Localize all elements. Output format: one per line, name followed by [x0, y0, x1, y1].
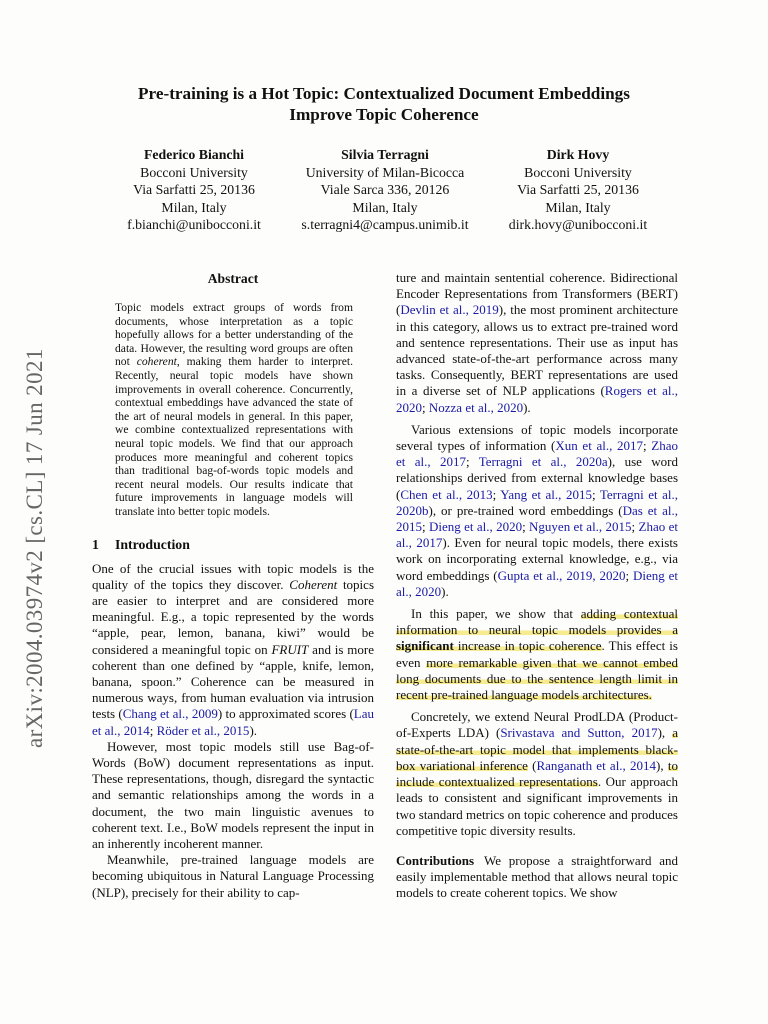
author-address: Via Sarfatti 25, 20136 [517, 182, 639, 197]
bold-emphasis: significant [396, 638, 454, 654]
text-span: . Our approach leads to consistent and significant improvements in two standard metrics on topic coherence and produces competitive topic diversity results. [396, 774, 678, 838]
abstract-text [115, 301, 353, 519]
text-span: ; [465, 454, 479, 470]
right-paragraph-4 [396, 709, 678, 839]
highlighted-text: more remarkable given that we cannot embed long documents due to the sentence length limit in recent pre-trained language models architectures. [396, 654, 679, 703]
text-span: . This effect is even [396, 638, 678, 670]
citation-link[interactable]: Chen et al., 2013 [400, 486, 493, 502]
arxiv-identifier [20, 318, 50, 748]
abstract-span: , making them harder to interpret. Recently, neural topic models have shown improvements in overall coherence. Concurrently, contextual embeddings have advanced the state of the art of neural models in general. In this paper, we combine contextualized representations with neural topic models. We find that our approach produces more meaningful and coherent topics than traditional bag-of-words topic models and recent neural models. Our results indicate that future improvements in language models will translate into better topic models. [115, 355, 353, 518]
text-span: ), [656, 757, 668, 773]
author-email: s.terragni4@campus.unimib.it [301, 217, 469, 232]
intro-paragraph-3: Meanwhile, pre-trained language models are becoming ubiquitous in Natural Language Processing (NLP), precisely for their ability to cap- [92, 852, 374, 900]
citation-link[interactable]: Devlin et al., 2019 [400, 302, 499, 318]
left-column [92, 270, 374, 901]
abstract-emphasis: coherent [136, 355, 177, 369]
text-span: ; [591, 486, 600, 502]
text-span: adding contextual information to neural topic models provides a [396, 606, 678, 638]
citation-link[interactable]: Nozza et al., 2020 [428, 399, 524, 415]
citation-link[interactable]: Srivastava and Sutton, 2017 [500, 725, 658, 741]
text-span: ). Even for neural topic models, there exists work on incorporating external knowledge, e.g., via word embeddings ( [396, 535, 678, 583]
author-city: Milan, Italy [161, 199, 227, 215]
text-span: ; [522, 519, 530, 535]
section-title: Introduction [115, 536, 190, 552]
text-span: topics are easier to interpret and are considered more meaningful. E.g., a topic represented by the words “apple, pear, lemon, banana, kiwi” would be considered a meaningful topic on [92, 576, 374, 657]
title-line-2: Improve Topic Coherence [289, 105, 479, 124]
text-span: ), [657, 725, 673, 741]
text-span: Concretely, we extend Neural ProdLDA (Product-of-Experts LDA) ( [396, 709, 678, 741]
citation-link[interactable]: Chang et al., 2009 [122, 706, 218, 722]
citation-link[interactable]: Terragni et al., 2020b [396, 486, 679, 518]
contributions-heading: Contributions [396, 852, 475, 868]
contributions-paragraph [396, 853, 678, 902]
text-span: ; [625, 567, 633, 583]
text-span: ), use word relationships derived from external knowledge bases ( [396, 454, 678, 502]
citation-link[interactable]: Zhao et al., 2017 [396, 438, 678, 470]
author-city: Milan, Italy [545, 199, 611, 215]
citation-link[interactable]: Lau et al., 2014 [92, 706, 374, 738]
citation-link[interactable]: Xun et al., 2017 [555, 438, 643, 454]
section-number: 1 [92, 536, 99, 552]
author-address: Viale Sarca 336, 20126 [320, 182, 450, 197]
text-span: ; [422, 519, 429, 535]
abstract-heading: Abstract [207, 271, 259, 286]
citation-link[interactable]: Nguyen et al., 2015 [529, 519, 632, 535]
text-span: ). [249, 722, 258, 738]
author-block-1 [102, 146, 286, 234]
abstract-span: Topic models extract groups of words from documents, whose interpretation as a topic hopefully allows for a better understanding of the data. However, the resulting word groups are often not [115, 301, 353, 369]
author-name: Silvia Terragni [341, 147, 429, 162]
highlighted-text: to include contextualized representations [396, 757, 678, 790]
text-span: Various extensions of topic models incorporate several types of information ( [396, 421, 678, 454]
author-city: Milan, Italy [352, 199, 418, 215]
author-block-2 [286, 146, 484, 234]
citation-link[interactable]: Dieng et al., 2020 [428, 519, 523, 535]
text-span: ; [149, 722, 157, 738]
paper-title [60, 83, 708, 125]
emphasis: FRUIT [271, 641, 309, 657]
intro-paragraph-2: However, most topic models still use Bag-of-Words (BoW) document representations as input. These representations, though, disregard the syntactic and semantic relationships among the words in a document, the two main linguistic avenues to coherent text. I.e., BoW models represent the input in an inherently incoherent manner. [92, 738, 374, 851]
citation-link[interactable]: Das et al., 2015 [396, 502, 678, 535]
title-line-1: Pre-training is a Hot Topic: Contextualized Document Embeddings [138, 84, 630, 103]
intro-paragraph-1 [92, 561, 374, 739]
citation-link[interactable]: Dieng et al., 2020 [396, 567, 678, 599]
citation-link[interactable]: Terragni et al., 2020a [478, 454, 608, 470]
text-span: ture and maintain sentential coherence. Bidirectional Encoder Representations from Transformers (BERT) ( [396, 270, 678, 318]
text-span: One of the crucial issues with topic models is the quality of the topics they discover. [92, 560, 374, 592]
section-heading-introduction [92, 536, 374, 553]
right-column [396, 270, 678, 902]
highlighted-text: a state-of-the-art topic model that implements black-box variational inference [396, 725, 678, 773]
author-affiliation: Bocconi University [140, 164, 248, 180]
citation-link[interactable]: Röder et al., 2015 [156, 722, 250, 738]
right-paragraph-1 [396, 270, 678, 416]
author-affiliation: Bocconi University [524, 164, 632, 180]
author-block-3 [492, 146, 664, 234]
text-span: ; [492, 486, 501, 502]
contributions-text: We propose a straightforward and easily implementable method that allows neural topic models to create coherent topics. We show [396, 852, 678, 901]
citation-link[interactable]: Rogers et al., 2020 [396, 383, 678, 415]
author-affiliation: University of Milan-Bicocca [305, 164, 465, 180]
right-paragraph-2 [396, 422, 678, 600]
text-span: ). [523, 399, 531, 415]
text-span: ; [631, 519, 639, 535]
text-span: ; [422, 399, 429, 415]
author-email: dirk.hovy@unibocconi.it [508, 217, 648, 232]
text-span: ), the most prominent architecture in this category, allows us to extract pre-trained word and sentence representations. Their use as input has advanced state-of-the-art performance across many tasks. Consequently, BERT representations are used in a diverse set of NLP applications ( [396, 302, 678, 399]
emphasis: Coherent [289, 576, 338, 592]
text-span: ), or pre-trained word embeddings ( [428, 502, 623, 518]
text-span: ). [441, 583, 449, 599]
citation-link[interactable]: Ranganath et al., 2014 [536, 757, 657, 773]
author-email: f.bianchi@unibocconi.it [127, 217, 261, 232]
author-name: Federico Bianchi [143, 147, 244, 162]
citation-link[interactable]: Gupta et al., 2019, 2020 [497, 567, 626, 583]
author-name: Dirk Hovy [546, 147, 610, 162]
citation-link[interactable]: Yang et al., 2015 [500, 486, 592, 502]
text-span: and is more coherent than one defined by “apple, knife, lemon, banana, spoon.” Coherence can be measured in numerous ways, from human evaluation via intrusion tests ( [92, 641, 374, 722]
text-span: increase in topic coherence [453, 638, 602, 654]
citation-link[interactable]: Zhao et al., 2017 [396, 519, 678, 551]
arxiv-id-text: arXiv:2004.03974v2 [cs.CL] 17 Jun 2021 [22, 348, 47, 748]
text-span: ( [527, 757, 537, 773]
right-paragraph-3 [396, 606, 678, 703]
text-span: In this paper, we show that [411, 606, 581, 622]
text-span: ; [643, 438, 652, 454]
author-address: Via Sarfatti 25, 20136 [133, 182, 255, 197]
text-span: ) to approximated scores ( [217, 706, 354, 722]
